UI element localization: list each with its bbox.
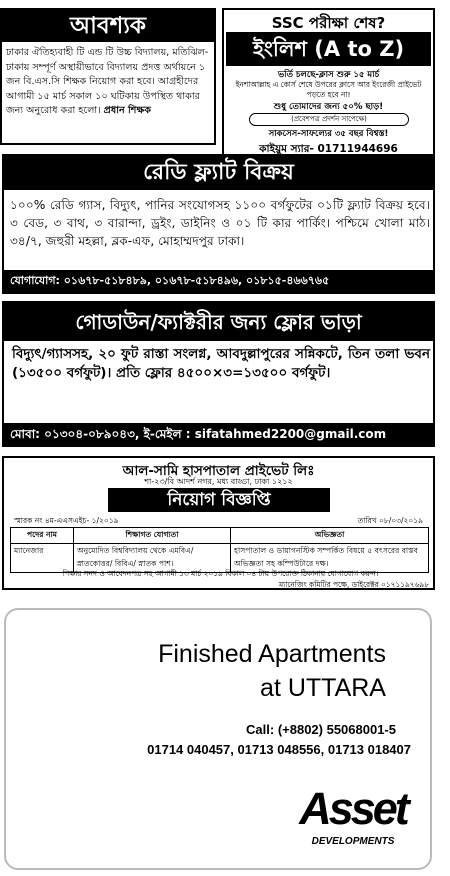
notice-date: তারিখ ০৮/০৩/২০১৯ (357, 516, 423, 525)
ad-success: সাকসেস-সাফল্যের ৩৫ বছর বিশ্বস্ত! (268, 129, 389, 139)
ad-flat-sale (2, 154, 435, 294)
ad-phone-numbers: 01714 040457, 01713 048556, 01713 018407 (147, 742, 411, 757)
ad-body: ১০০% রেডি গ্যাস, বিদ্যুৎ, পানির সংযোগসহ ১১০০ বর্গফুটের ০১টি ফ্ল্যাট বিক্রয় হবে। ৩ বেড, ৩ বাথ, ৩ বারান্দা, ড্রইং, ডাইনিং ও ০১ টি কার পার্কিং। পশ্চিমে খোলা মাঠ। ৩৪/৭, জহুরী মহল্লা, ব্লক-এফ, মোহাম্মদপুর ঢাকা। (10, 198, 430, 248)
ad-body: বিদ্যুৎ/গ্যাসসহ, ২০ ফুট রাস্তা সংলগ্ন, আবদুল্লাপুরের সন্নিকটে, তিন তলা ভবন (১৩৫০০ বর্গফুট)। প্রতি ফ্লোর ৪৫০০×৩=১৩৫০০ বর্গফুট। (12, 346, 430, 381)
ad-english-course (222, 8, 435, 174)
ad-subtext: ইনশাআল্লাহ এ কোর্স শেষে উপরের ক্লাসে আর ইংরেজী প্রাইভেট পড়তে হবে না! (235, 80, 422, 99)
ad-discount: শুধু তোমাদের জন্য ৫০% ছাড়! (273, 102, 384, 112)
ad-title: গোডাউন/ফ্যাক্টরীর জন্য ফ্লোর ভাড়া (4, 303, 433, 341)
vacancy-table (10, 527, 429, 573)
ad-asset-apartments (4, 608, 432, 870)
ad-subheadline: at UTTARA (260, 674, 386, 702)
ad-body (6, 46, 212, 119)
application-note: শিক্ষার সনদ ও আবেদনপত্র সহ আগামী ১৩ মার্চ ২০১৯ বিকাল ০৪ টায় উপরোক্ত ঠিকানায় যোগাযোগ করুন। (62, 569, 379, 578)
ad-title: আবশ্যক (2, 10, 214, 42)
table-cell: অনুমোদিত বিশ্ববিদ্যালয় থেকে এমবিএ/ স্নাতকোত্তর/ বিবিএ/ স্নাতক পাশ। (74, 544, 231, 573)
table-header: পদের নাম (11, 528, 74, 544)
hospital-name: আল-সামি হাসপাতাল প্রাইভেট লিঃ (122, 463, 315, 479)
asset-logo (278, 778, 428, 866)
table-cell: হাসপাতাল ও ডায়াগনস্টিক সম্পর্কিত বিষয়ে ৫ বৎসরের বাস্তব অভিজ্ঞতা সহ কম্পিউটারে দক্ষ। (231, 544, 429, 573)
ad-contact: যোগাযোগ: ০১৬৭৮-৫১৮৪৮৯, ০১৬৭৮-৫১৮৪৯৬, ০১৮১৫-৪৬৬৭৬৫ (4, 270, 433, 292)
ad-teacher-phone: কাইয়ুম স্যার- 01711944696 (259, 143, 398, 155)
hospital-address: শা-২৩/বি আদর্শ নগর, মধ্য বাড্ডা, ঢাকা ১২১২ (144, 477, 293, 486)
table-header-row (11, 528, 429, 544)
ad-teacher-wanted (0, 8, 216, 145)
ad-floor-rent (2, 301, 435, 447)
ad-body-text: ঢাকার ঐতিহ্যবাহী টি এন্ড টি উচ্চ বিদ্যালয়, মতিঝিল-ঢাকায় সম্পূর্ণ অস্থায়ীভাবে বিদ্যালয় প্রদত্ত অর্থায়নে ১ জন বি.এস.সি শিক্ষক নিয়োগ করা হবে। আগ্রহীদের আগামী ১৫ মার্চ সকাল ১০ ঘটিকায় উপস্থিত থাকার জন্য অনুরোধ করা হলো। (6, 47, 209, 116)
ad-headline: SSC পরীক্ষা শেষ? (271, 14, 386, 32)
ad-signature: প্রধান শিক্ষক (103, 105, 151, 116)
table-header: শিক্ষাগত যোগ্যতা (74, 528, 231, 544)
ad-headline: Finished Apartments (158, 640, 386, 668)
director-contact: ম্যানেজিং কমিটির পক্ষে, ডাইরেক্টর ০১৭১১৯৭৬৯৮ (279, 580, 429, 589)
ad-title: নিয়োগ বিজ্ঞপ্তি (108, 488, 330, 512)
ad-hospital-recruitment (2, 456, 435, 590)
table-cell: ম্যানেজার (11, 544, 74, 573)
ad-date-line: ভর্তি চলছে-ক্লাস শুরু ১৫ মার্চ (277, 70, 380, 80)
asset-logo-wordmark: Asset (299, 783, 407, 834)
ad-call-line: Call: (+8802) 55068001-5 (246, 722, 396, 737)
ad-title: রেডি ফ্ল্যাট বিক্রয় (4, 156, 433, 190)
ad-title: ইংলিশ (A to Z) (226, 32, 431, 66)
asset-logo-subtitle: DEVELOPMENTS (311, 836, 395, 847)
ad-contact: মোবা: ০১৩০৪-০৮৯০৪৩, ই-মেইল : sifatahmed2200@gmail.com (4, 423, 433, 445)
table-header: অভিজ্ঞতা (231, 528, 429, 544)
reference-number: স্মারক নং ৪ম-এএসএইচ- ১/২০১৯ (14, 516, 119, 525)
ad-proof-note: (প্রবেশপত্র প্রদর্শন সাপেক্ষে) (249, 113, 409, 126)
